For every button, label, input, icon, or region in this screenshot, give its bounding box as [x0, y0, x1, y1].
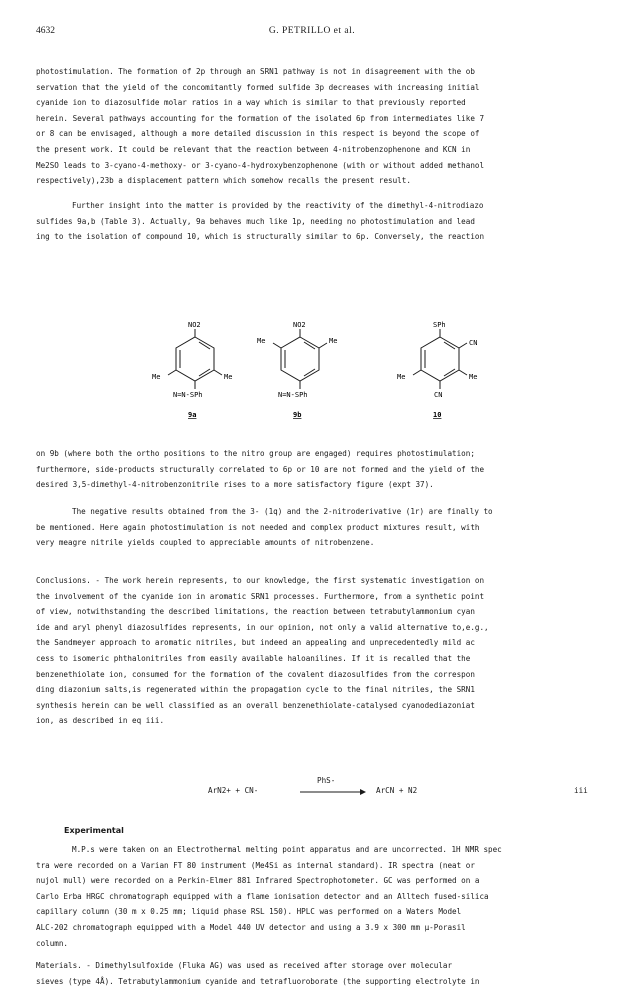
structure-9a	[140, 315, 250, 435]
page-number: 4632	[36, 26, 55, 36]
substituent-label: Me	[329, 337, 338, 345]
substituent-label: N=N-SPh	[278, 391, 308, 399]
text-line: photostimulation. The formation of 2p through an SRN1 pathway is not in disagreement with the ob	[36, 67, 475, 76]
text-line: capillary column (30 m x 0.25 mm; liquid phase RSL 150). HPLC was performed on a Waters Model	[36, 907, 462, 917]
text-line: ding diazonium salts,is regenerated within the propagation cycle to the final nitriles, the SRN1	[36, 685, 475, 695]
text-line: furthermore, side-products structurally correlated to 6p or 10 are not formed and the yield of the	[36, 464, 485, 474]
substituent-label: CN	[434, 391, 443, 399]
paragraph-conclusions	[36, 573, 591, 729]
text-line: ion, as described in eq iii.	[36, 716, 165, 726]
substituent-label: Me	[224, 373, 233, 381]
text-line: Conclusions. - The work herein represents, to our knowledge, the first systematic investigation on	[36, 576, 485, 585]
substituent-label: NO2	[293, 321, 306, 329]
text-line: the Sandmeyer approach to aromatic nitriles, but indeed an appealing and unprecedentedly mild ac	[36, 638, 475, 648]
compound-label: 10	[433, 411, 442, 419]
text-line: sulfides 9a,b (Table 3). Actually, 9a behaves much like 1p, needing no photostimulation and lead	[36, 216, 475, 226]
text-line: or 8 can be envisaged, although a more detailed discussion in this respect is beyond the scope of	[36, 129, 480, 139]
substituent-label: CN	[469, 339, 478, 347]
text-line: synthesis herein can be well classified as an overall benzenethiolate-catalysed cyanodediazoniat	[36, 700, 475, 710]
paragraph-dimethyl	[36, 198, 591, 245]
text-line: the present work. It could be relevant that the reaction between 4-nitrobenzophenone and KCN in	[36, 144, 471, 154]
substituent-label: NO2	[188, 321, 201, 329]
text-line: cyanide ion to diazosulfide molar ratios in a way which is similar to that previously reported	[36, 98, 466, 108]
paragraph-instruments	[36, 842, 591, 951]
text-line: servation that the yield of the concomitantly formed sulfide 3p decreases with increasing initial	[36, 82, 480, 92]
structure-9b	[245, 315, 355, 435]
equation-number: iii	[574, 786, 588, 795]
text-line: the involvement of the cyanide ion in aromatic SRN1 processes. Furthermore, from a synthetic point	[36, 591, 485, 601]
running-header	[36, 26, 588, 40]
text-line: Me2SO leads to 3-cyano-4-methoxy- or 3-cyano-4-hydroxybenzophenone (with or without added methanol	[36, 160, 485, 170]
structure-10	[385, 315, 495, 435]
section-heading-experimental: Experimental	[64, 826, 124, 835]
substituent-label: Me	[152, 373, 161, 381]
equation-iii	[36, 776, 591, 806]
text-line: ALC-202 chromatograph equipped with a Model 440 UV detector and using a 3.9 x 300 mm µ-Porasil	[36, 922, 466, 932]
paragraph-materials	[36, 958, 591, 989]
text-line: herein. Several pathways accounting for the formation of the isolated 6p from intermediates like 7	[36, 113, 485, 123]
text-line: very meagre nitrile yields coupled to appreciable amounts of nitrobenzene.	[36, 538, 375, 548]
text-line: on 9b (where both the ortho positions to the nitro group are engaged) requires photostimulation;	[36, 449, 475, 458]
compound-label: 9b	[293, 411, 302, 419]
text-line: The negative results obtained from the 3- (1q) and the 2-nitroderivative (1r) are finally to	[72, 507, 493, 516]
text-line: ing to the isolation of compound 10, which is structurally similar to 6p. Conversely, the reaction	[36, 232, 485, 242]
text-line: M.P.s were taken on an Electrothermal melting point apparatus and are uncorrected. 1H NMR spec	[72, 845, 502, 854]
compound-label: 9a	[188, 411, 197, 419]
text-line: nujol mull) were recorded on a Perkin-Elmer 881 Infrared Spectrophotometer. GC was performed on a	[36, 876, 480, 886]
text-line: benzenethiolate ion, consumed for the formation of the covalent diazosulfides from the correspon	[36, 669, 475, 679]
text-line: tra were recorded on a Varian FT 80 instrument (Me4Si as internal standard). IR spectra (neat or	[36, 860, 475, 870]
substituent-label: Me	[257, 337, 266, 345]
paragraph-9b	[36, 446, 591, 493]
running-title: G. PETRILLO et al.	[268, 26, 356, 36]
text-line: Carlo Erba HRGC chromatograph equipped with a flame ionisation detector and an Alltech fused-silica	[36, 891, 489, 901]
text-line: desired 3,5-dimethyl-4-nitrobenzonitrile rises to a more satisfactory figure (expt 37).	[36, 480, 434, 490]
substituent-label: N=N-SPh	[173, 391, 203, 399]
text-line: ide and aryl phenyl diazosulfides represents, in our opinion, not only a valid alternative to,e.g.,	[36, 622, 489, 632]
text-line: cess to isomeric phthalonitriles from easily available haloanilines. If it is recalled that the	[36, 653, 471, 663]
text-line: respectively),23b a displacement pattern which somehow recalls the present result.	[36, 176, 411, 186]
text-line: sieves (type 4Å). Tetrabutylammonium cyanide and tetrafluoroborate (the supporting electrolyte in	[36, 976, 480, 986]
text-line: be mentioned. Here again photostimulation is not needed and complex product mixtures result, with	[36, 522, 480, 532]
substituent-label: SPh	[433, 321, 446, 329]
text-line: column.	[36, 938, 69, 948]
equation-right: ArCN + N2	[376, 786, 418, 795]
paragraph-pathways	[36, 64, 591, 189]
text-line: of view, notwithstanding the described limitations, the reaction between tetrabutylammonium cyan	[36, 607, 475, 617]
equation-left: ArN2+ + CN-	[208, 786, 259, 795]
text-line: Further insight into the matter is provided by the reactivity of the dimethyl-4-nitrodiazo	[72, 201, 484, 210]
substituent-label: Me	[397, 373, 406, 381]
text-line: Materials. - Dimethylsulfoxide (Fluka AG) was used as received after storage over molecular	[36, 961, 453, 970]
equation-catalyst: PhS-	[317, 776, 336, 785]
substituent-label: Me	[469, 373, 478, 381]
paragraph-negative-results	[36, 504, 591, 551]
